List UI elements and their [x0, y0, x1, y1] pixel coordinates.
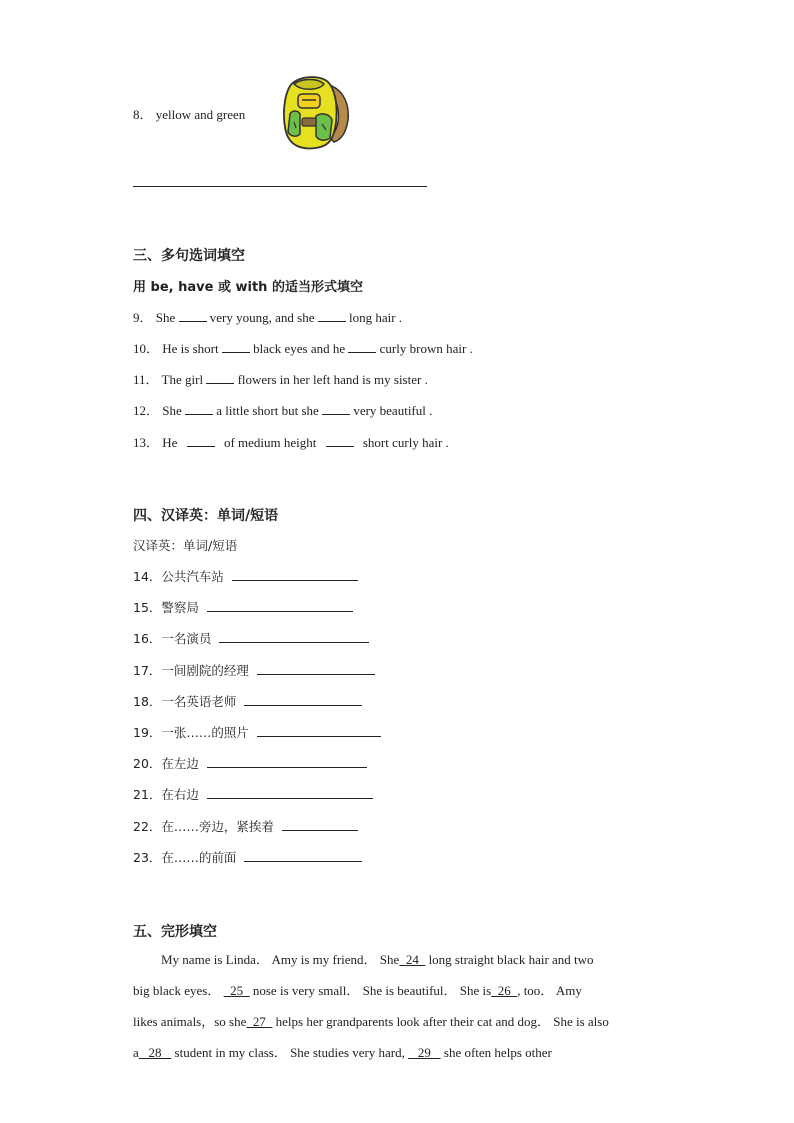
question-16-text: 一名演员: [161, 631, 212, 646]
question-23-text: 在……的前面: [161, 850, 237, 865]
cloze-line-4: [133, 1037, 673, 1068]
cloze-text-2c: , too． Amy: [517, 983, 582, 998]
cloze-text-2b: nose is very small． She is beautiful． She is: [252, 983, 492, 998]
cloze-text-3a: likes animals，so she: [133, 1014, 247, 1029]
question-11-text-b: flowers in her left hand is my sister .: [237, 372, 428, 387]
question-9-text-b: very young, and she: [209, 310, 315, 325]
question-17-text: 一间剧院的经理: [161, 663, 249, 678]
question-22: [133, 817, 358, 835]
question-16-answer-line[interactable]: [219, 630, 369, 643]
question-11-blank-1[interactable]: [206, 371, 234, 384]
question-13-text-c: short curly hair .: [362, 435, 449, 450]
question-13-blank-1[interactable]: [187, 434, 215, 447]
question-9-blank-1[interactable]: [179, 309, 207, 322]
cloze-text-4c: she often helps other: [443, 1045, 552, 1060]
question-14-answer-line[interactable]: [232, 568, 358, 581]
question-18-number: 18．: [133, 694, 162, 709]
cloze-text-3b: helps her grandparents look after their cat and dog． She is also: [275, 1014, 609, 1029]
question-19-answer-line[interactable]: [257, 724, 381, 737]
cloze-blank-24[interactable]: [399, 952, 425, 967]
question-17-number: 17．: [133, 663, 162, 678]
question-19-text: 一张……的照片: [161, 725, 249, 740]
question-11-number: 11．: [133, 372, 159, 387]
question-22-answer-line[interactable]: [282, 818, 358, 831]
question-10-blank-2[interactable]: [348, 340, 376, 353]
question-17-answer-line[interactable]: [257, 662, 375, 675]
question-22-number: 22．: [133, 819, 162, 834]
question-14: [133, 567, 358, 585]
question-13-blank-2[interactable]: [326, 434, 354, 447]
question-20-text: 在左边: [161, 756, 199, 771]
question-18-answer-line[interactable]: [244, 693, 362, 706]
question-21-number: 21．: [133, 787, 162, 802]
question-13: [133, 432, 449, 451]
cloze-line-2: [133, 975, 673, 1006]
question-11: [133, 369, 428, 388]
question-19-number: 19．: [133, 725, 162, 740]
question-9-text-a: She: [155, 310, 176, 325]
cloze-blank-27-number: 27: [252, 1014, 266, 1029]
question-16-number: 16．: [133, 631, 162, 646]
cloze-blank-29-number: 29: [417, 1045, 431, 1060]
question-20-number: 20．: [133, 756, 162, 771]
question-13-text-b: of medium height: [223, 435, 317, 450]
item-8-number: 8．: [133, 107, 153, 122]
question-20-answer-line[interactable]: [207, 755, 367, 768]
cloze-blank-24-number: 24: [405, 952, 419, 967]
cloze-blank-26[interactable]: [491, 983, 517, 998]
question-23-number: 23．: [133, 850, 162, 865]
question-9-number: 9．: [133, 310, 153, 325]
question-15-number: 15．: [133, 600, 162, 615]
cloze-text-1b: long straight black hair and two: [428, 952, 594, 967]
question-9-blank-2[interactable]: [318, 309, 346, 322]
question-21: [133, 785, 373, 803]
question-18-text: 一名英语老师: [161, 694, 237, 709]
question-13-text-a: He: [162, 435, 178, 450]
question-12-blank-1[interactable]: [185, 402, 213, 415]
question-16: [133, 629, 369, 647]
cloze-text-2a: big black eyes．: [133, 983, 221, 998]
cloze-line-1: [133, 944, 673, 975]
section-5-heading: 五、完形填空: [133, 924, 217, 940]
question-15-answer-line[interactable]: [207, 599, 353, 612]
question-9-text-c: long hair .: [348, 310, 403, 325]
question-15: [133, 598, 353, 616]
cloze-text-1a: My name is Linda． Amy is my friend． She: [161, 952, 400, 967]
question-10-text-b: black eyes and he: [253, 341, 346, 356]
backpack-image: [276, 72, 352, 152]
question-18: [133, 692, 362, 710]
question-15-text: 警察局: [161, 600, 199, 615]
question-23: [133, 848, 362, 866]
item-8-text: yellow and green: [155, 107, 246, 122]
question-10-number: 10．: [133, 341, 160, 356]
section-3-heading: 三、多句选词填空: [133, 248, 245, 264]
section-3-instruction: 用 be, have 或 with 的适当形式填空: [133, 280, 363, 295]
cloze-text-4a: a: [133, 1045, 139, 1060]
question-10-text-a: He is short: [162, 341, 219, 356]
question-13-number: 13．: [133, 435, 160, 450]
cloze-blank-27[interactable]: [246, 1014, 272, 1029]
question-12-text-c: very beautiful .: [353, 403, 433, 418]
cloze-blank-28-number: 28: [148, 1045, 162, 1060]
question-12: [133, 400, 432, 419]
question-12-number: 12．: [133, 403, 160, 418]
cloze-passage: [133, 944, 673, 1068]
item-8-answer-line[interactable]: [133, 186, 427, 187]
question-12-text-b: a little short but she: [216, 403, 319, 418]
question-19: [133, 723, 381, 741]
cloze-blank-25[interactable]: [224, 983, 250, 998]
question-12-text-a: She: [162, 403, 182, 418]
cloze-blank-26-number: 26: [497, 983, 511, 998]
cloze-line-3: [133, 1006, 673, 1037]
cloze-text-4b: student in my class． She studies very hard,: [174, 1045, 405, 1060]
cloze-blank-28[interactable]: [139, 1045, 172, 1060]
question-21-answer-line[interactable]: [207, 786, 373, 799]
question-22-text: 在……旁边，紧挨着: [161, 819, 274, 834]
item-8: [133, 104, 245, 123]
question-12-blank-2[interactable]: [322, 402, 350, 415]
question-10-text-c: curly brown hair .: [379, 341, 473, 356]
cloze-blank-25-number: 25: [230, 983, 244, 998]
question-14-text: 公共汽车站: [161, 569, 224, 584]
cloze-blank-29[interactable]: [408, 1045, 441, 1060]
question-10: [133, 338, 473, 357]
question-17: [133, 661, 375, 679]
question-14-number: 14．: [133, 569, 162, 584]
question-21-text: 在右边: [161, 787, 199, 802]
question-9: [133, 307, 402, 326]
question-11-text-a: The girl: [161, 372, 204, 387]
section-4-instruction: 汉译英：单词/短语: [133, 538, 238, 553]
question-10-blank-1[interactable]: [222, 340, 250, 353]
question-23-answer-line[interactable]: [244, 849, 362, 862]
question-20: [133, 754, 367, 772]
section-4-heading: 四、汉译英：单词/短语: [133, 508, 279, 524]
